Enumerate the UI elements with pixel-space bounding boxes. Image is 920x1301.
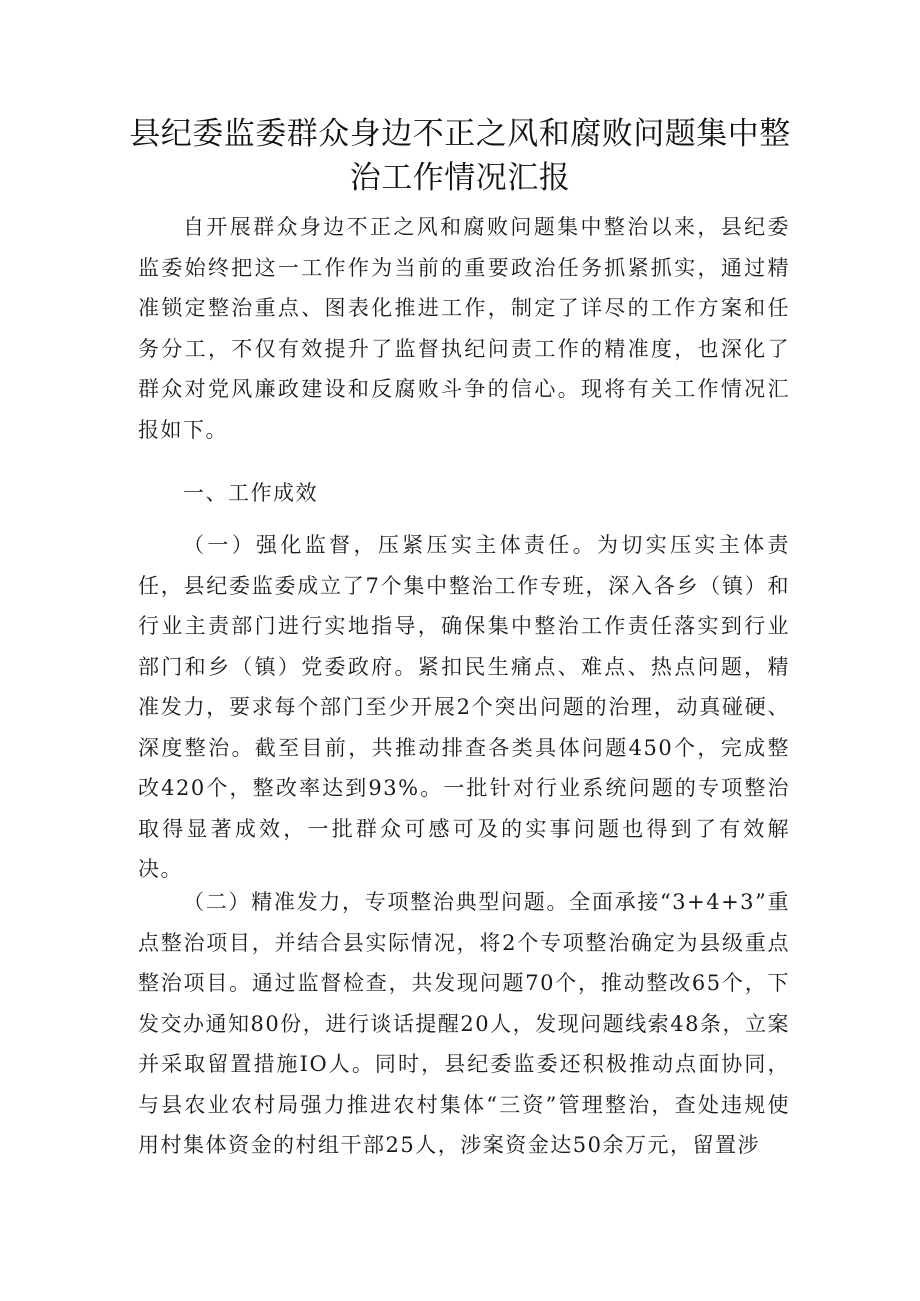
- paragraph-strengthen-supervision: （一）强化监督，压紧压实主体责任。为切实压实主体责任，县纪委监委成立了7个集中整治工作专班，深入各乡（镇）和行业主责部门进行实地指导，确保集中整治工作责任落实到行业部门和乡（镇）党委政府。紧扣民生痛点、难点、热点问题，精准发力，要求每个部门至少开展2个突出问题的治理，动真碰硬、深度整治。截至目前，共推动排查各类具体问题450个，完成整改420个，整改率达到93%。一批针对行业系统问题的专项整治取得显著成效，一批群众可感可及的实事问题也得到了有效解决。: [138, 533, 790, 881]
- intro-paragraph: 自开展群众身边不正之风和腐败问题集中整治以来，县纪委监委始终把这一工作作为当前的重要政治任务抓紧抓实，通过精准锁定整治重点、图表化推进工作，制定了详尽的工作方案和任务分工，不仅有效提升了监督执纪问责工作的精准度，也深化了群众对党风廉政建设和反腐败斗争的信心。现将有关工作情况汇报如下。: [138, 215, 790, 442]
- section-heading-work-results: 一、工作成效: [183, 481, 318, 505]
- paragraph-special-rectification: （二）精准发力，专项整治典型问题。全面承接“3+4+3”重点整治项目，并结合县实际情况，将2个专项整治确定为县级重点整治项目。通过监督检查，共发现问题70个，推动整改65个，下发交办通知80份，进行谈话提醒20人，发现问题线索48条，立案并采取留置措施IO人。同时，县纪委监委还积极推动点面协同，与县农业农村局强力推进农村集体“三资”管理整治，查处违规使用村集体资金的村组干部25人，涉案资金达50余万元，留置涉: [138, 890, 790, 1157]
- document-title: 县纪委监委群众身边不正之风和腐败问题集中整治工作情况汇报: [129, 116, 791, 196]
